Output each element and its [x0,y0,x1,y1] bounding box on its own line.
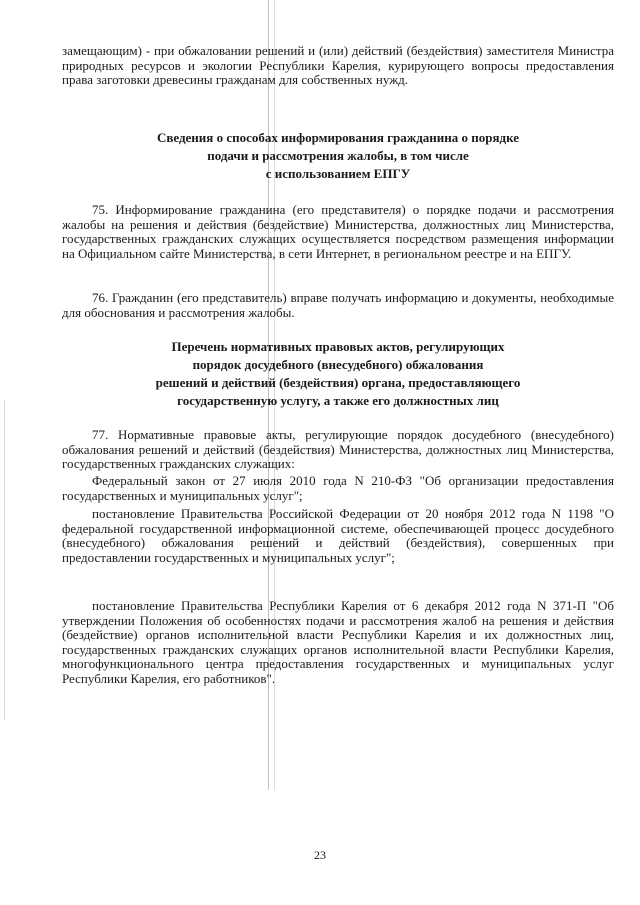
scan-artifact-line [4,400,5,720]
heading-line: решений и действий (бездействия) органа, предоставляющего [155,375,521,390]
page-number: 23 [314,848,326,862]
heading-line: порядок досудебного (внесудебного) обжалования [192,357,484,372]
paragraph-continuation: замещающим) - при обжаловании решений и (или) действий (бездействия) заместителя Министра природных ресурсов и экологии Республики Карелия, курирующего вопросы предоставления права заготовки древесины гражданам для собственных нужд. [62,43,614,88]
section-heading-informing [62,129,614,183]
legal-act-karelia-resolution-371: постановление Правительства Республики Карелия от 6 декабря 2012 года N 371-П "Об утверждении Положения об особенностях подачи и рассмотрения жалоб на решения и действия (бездействие) органов исполнительной власти Республики Карелия и их должностных лиц, государственных гражданских служащих органов исполнительной власти Республики Карелия, многофункционального центра предоставления государственных и муниципальных услуг Республики Карелия, его работников". [62,598,614,686]
paragraph-77: 77. Нормативные правовые акты, регулирующие порядок досудебного (внесудебного) обжалования решений и действий (бездействия) Министерства, должностных лиц Министерства, государственных гражданских служащих: [62,427,614,472]
heading-line: Сведения о способах информирования гражданина о порядке [156,130,520,145]
heading-line: с использованием ЕПГУ [265,166,411,181]
heading-line: Перечень нормативных правовых актов, регулирующих [171,339,505,354]
legal-act-government-resolution-1198: постановление Правительства Российской Федерации от 20 ноября 2012 года N 1198 "О федеральной государственной информационной системе, обеспечивающей процесс досудебного (внесудебного) обжалования решений и действий (бездействия), совершенных при предоставлении государственных и муниципальных услуг"; [62,506,614,565]
heading-line: государственную услугу, а также его должностных лиц [177,393,499,408]
legal-act-federal-law: Федеральный закон от 27 июля 2010 года N 210-ФЗ "Об организации предоставления государственных и муниципальных услуг"; [62,473,614,503]
paragraph-76: 76. Гражданин (его представитель) вправе получать информацию и документы, необходимые для обоснования и рассмотрения жалобы. [62,290,614,320]
heading-line: подачи и рассмотрения жалобы, в том числе [207,148,469,163]
paragraph-75: 75. Информирование гражданина (его представителя) о порядке подачи и рассмотрения жалобы на решения и действия (бездействие) Министерства, должностных лиц Министерства, государственных гражданских служащих осуществляется посредством размещения информации на Официальном сайте Министерства, в сети Интернет, в региональном реестре и на ЕПГУ. [62,202,614,261]
section-heading-legal-acts [62,338,614,410]
